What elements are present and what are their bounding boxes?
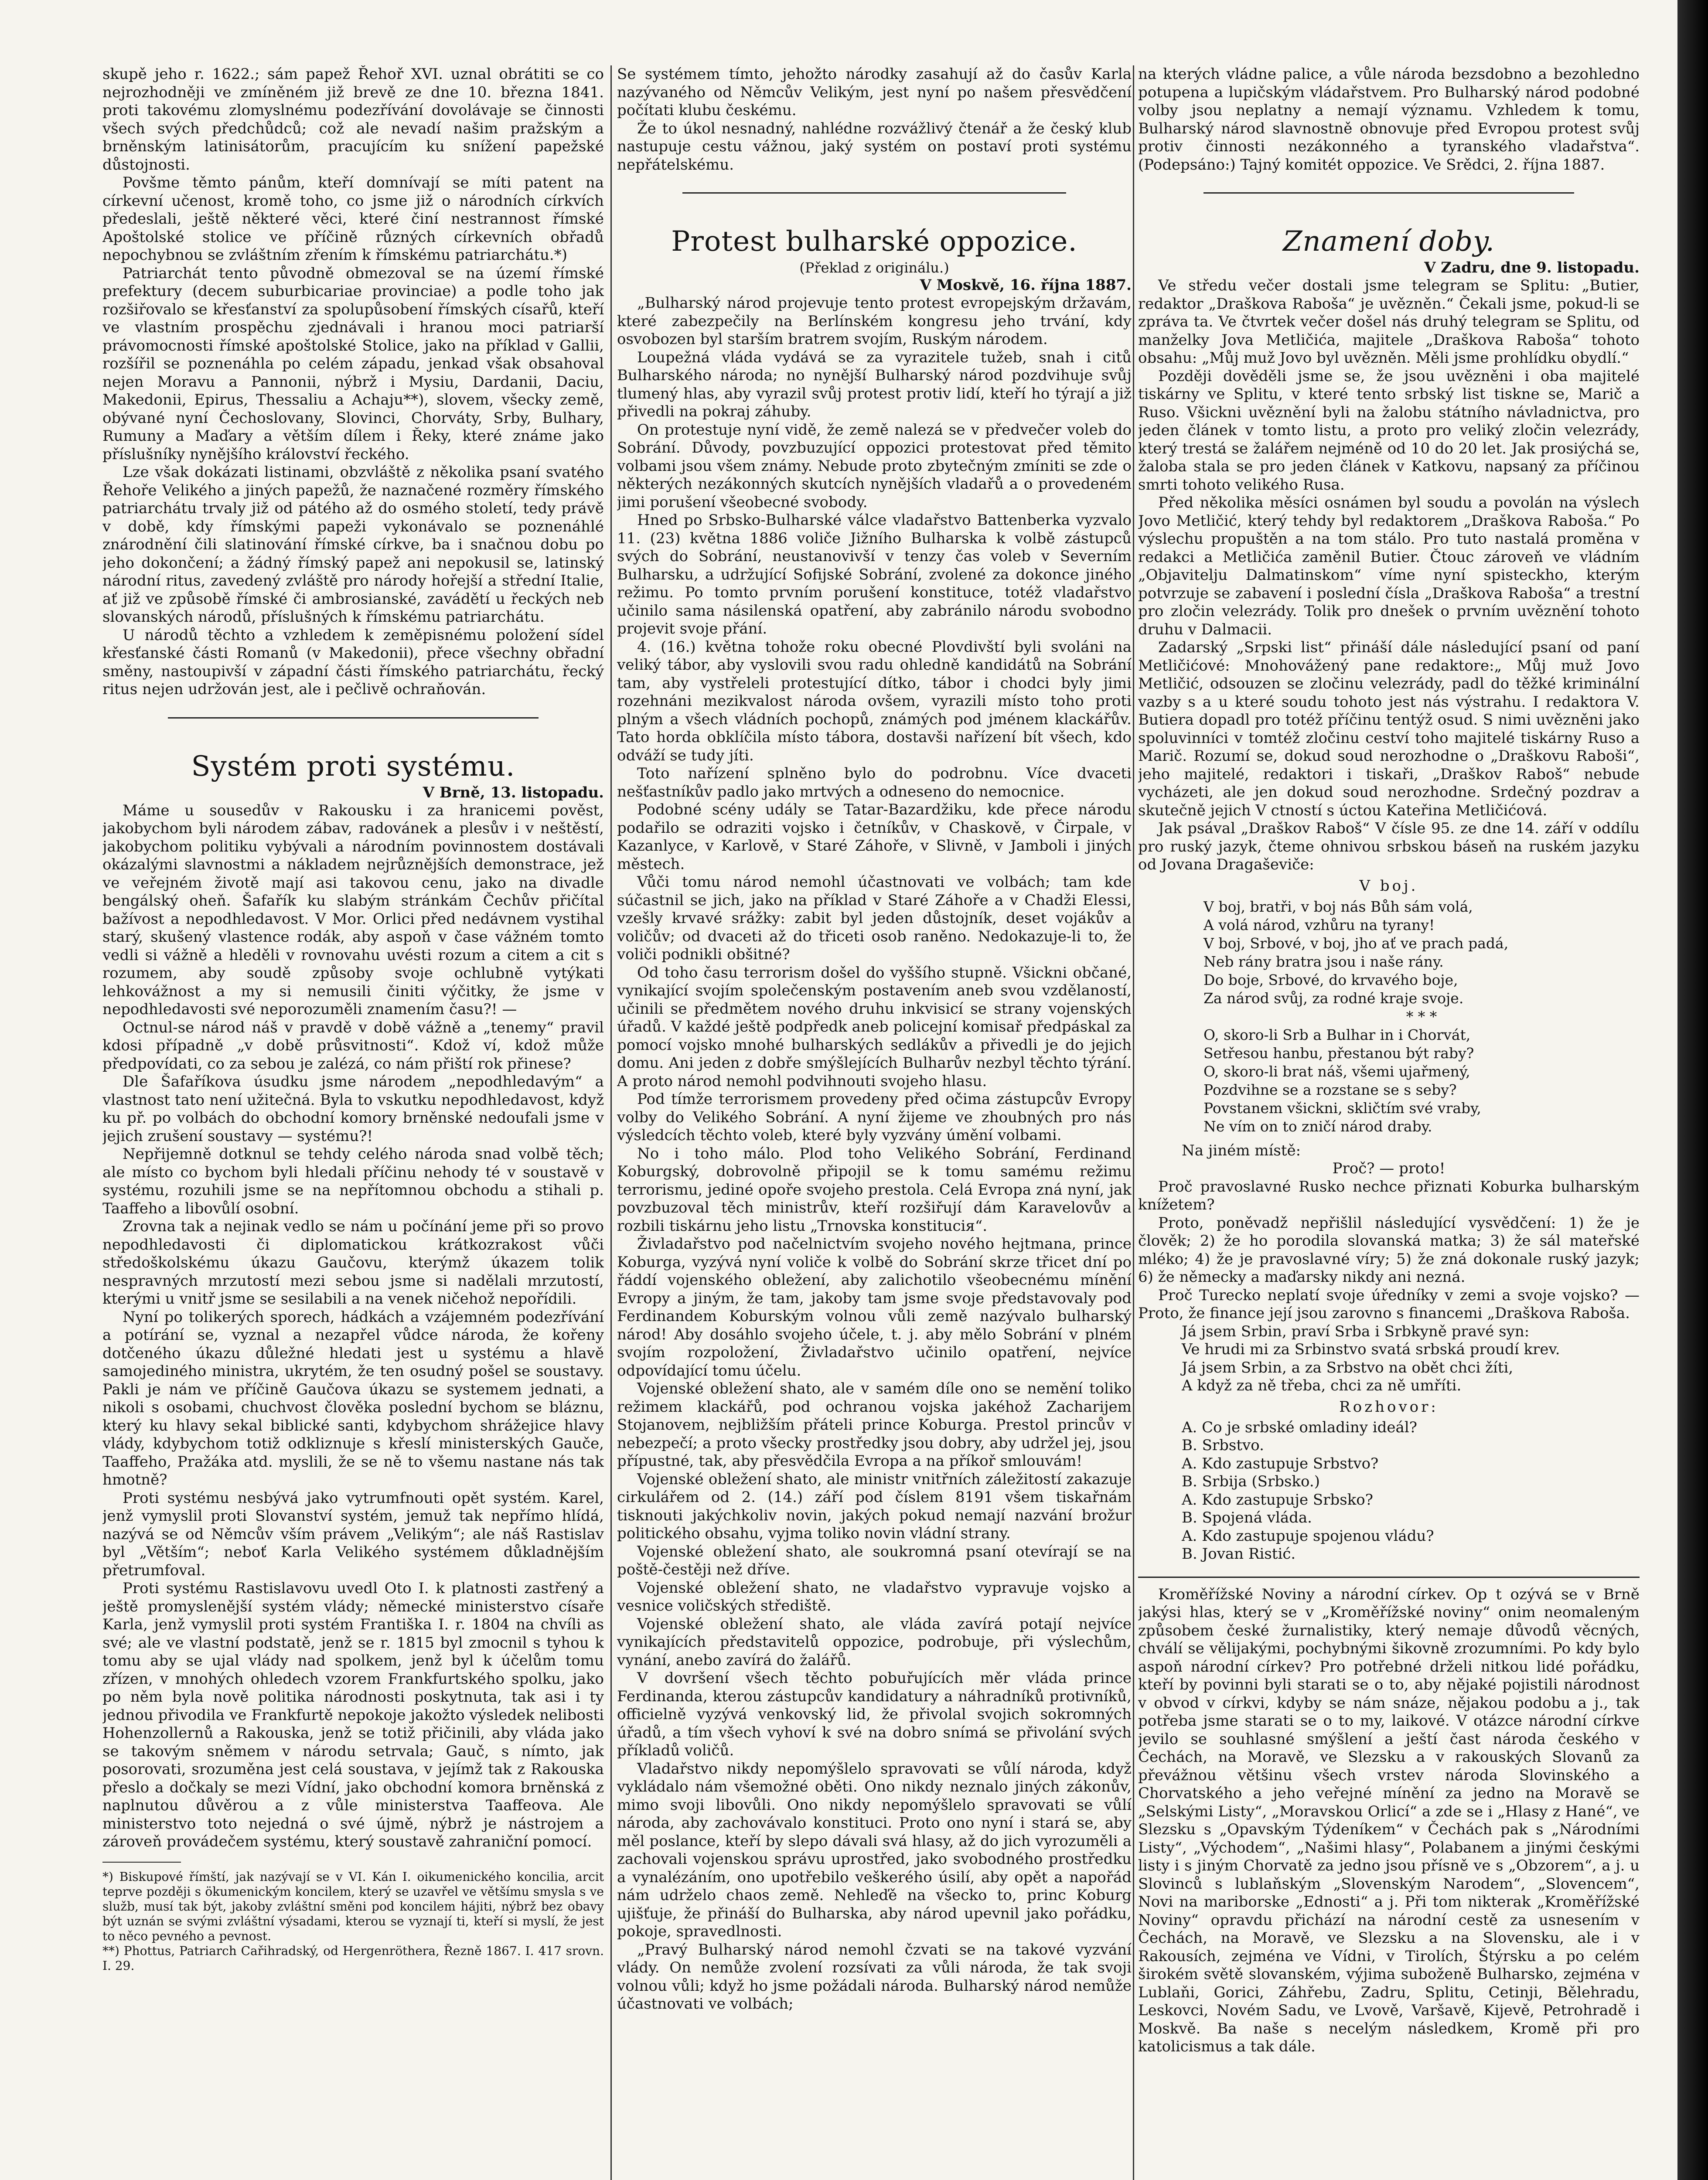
poem-line: O, skoro-li brat náš, všemi ujařmený, bbox=[1203, 1063, 1470, 1080]
dialogue-line: B. Srbstvo. bbox=[1182, 1437, 1264, 1454]
column-2 bbox=[617, 65, 1132, 2180]
footnote: *) Biskupové římští, jak nazývají se v VI. Kán I. oikumenického koncilia, arcit teprve později s ökumenickým koncilem, který se uzavřel ve většímu smysla s ve služb, musí tak být, jakoby zvláštní směni pod koncilem hájiti, nýbrž bez obavy být uznán se svými zvláštní výsadami, kterou se vyznají ti, kteří si myslí, že jest to něco pevného a pevnost. bbox=[102, 1869, 604, 1943]
paragraph: U národů těchto a vzhledem k zeměpisnému položení sídel křesťanské části Romanů (v Makedonii), přece všechny obřadní směny, nastoupivší v západní části římského patriarchátu, řecký ritus nejen udržován jest, ale i pečlivě ochraňován. bbox=[102, 626, 604, 698]
dialogue-line: A. Co je srbské omladiny ideál? bbox=[1182, 1418, 1417, 1436]
paragraph: Toto nařízení splněno bylo do podrobnu. Více dvaceti nešťastníkův padlo jako mrtvých a odneseno do nemocnice. bbox=[617, 765, 1132, 800]
section-divider bbox=[1203, 192, 1574, 194]
poem-line: Povstanem všickni, skličtím své vraby, bbox=[1203, 1099, 1481, 1117]
footnote: **) Phottus, Patriarch Cařihradský, od Hergenröthera, Řezně 1867. I. 417 srovn. I. 29. bbox=[102, 1943, 604, 1973]
dialogue-title: Rozhovor: bbox=[1339, 1398, 1439, 1416]
poem-line: Setřesou hanbu, přestanou být raby? bbox=[1203, 1044, 1474, 1062]
paragraph: Lze však dokázati listinami, obzvláště z několika psaní svatého Řehoře Velikého a jiných papežů, že naznačené rozměry římského patriarchátu trvaly již od pátého až do osmého století, tedy právě v době, kdy římskými papeži vykonávalo se poznenáhlé znárodnění čili slatinování římské církve, ba i snačnou dobu po jeho dokončení; a žádný římský papež ani nepokusil se, latinský národní ritus, zavedený zvláště pro národy hořejší a střední Italie, ať již ve způsobě římské či ambrosianské, zavádětí u řeckých neb slovanských národů, příslušných k římskému patriarchátu. bbox=[102, 463, 604, 626]
column-rule-1 bbox=[610, 65, 612, 2180]
paragraph: Vojenské obležení shato, ne vladařstvo vypravuje vojsko a vesnice voličských střediště. bbox=[617, 1579, 1132, 1615]
paragraph: Proti systému Rastislavovu uvedl Oto I. k platnosti zastřený a ještě promyslenější systém vlády; německé ministerstvo císaře Karla, jenž vymyslil proti systém Františka I. r. 1804 na chvíli as své; ale ve vlastní podstatě, jenž se r. 1815 byl zmocnil s tyhou k tomu aby se ujal vlády nad spolkem, jenž byl k účelům tomu zřízen, v mnohých ohledech vzorem Frankfurtského spolku, jako po něm byla nově politika národnosti poskytnuta, tak asi i ty jednou přivodila ve Frankfurtě nepokoje jakožto výsledek nelibosti Hohenzollernů a Rakouska, jenž se totiž přičinili, aby vláda jako se takovým sněmem v národu setrvala; Gauč, s nímto, jak posorovati, srozuměna jest celá soustava, v jejímž tak z Rakouska přeslo a dočkaly se mezi Vídní, jako obchodní komora brněnská z naplnutou důvěrou a z vůle ministerstva Taaffeova. Ale ministerstvo toto nejedná o své újmě, nýbrž je nástrojem a zároveň provádečem systému, který soustavě zahraniční pomocí. bbox=[102, 1580, 604, 1850]
section-divider bbox=[168, 717, 539, 719]
poem-line: Neb rány bratra jsou i naše rány. bbox=[1203, 953, 1444, 970]
section-divider bbox=[682, 192, 1066, 194]
poem-title: V boj. bbox=[1359, 877, 1418, 895]
poem-line: Ne vím on to zničí národ draby. bbox=[1203, 1117, 1432, 1135]
column-1 bbox=[102, 65, 604, 2180]
paragraph: 4. (16.) května tohože roku obecné Plovdivští byli svoláni na veliký tábor, aby vyslovili svou radu ohledně kandidátů na Sobrání tam, aby vystřeleli protestující dítko, tábor i chodci byly jimi rozehnáni mezikvalost národa ovšem, vyrazili místo toho proti plným a všech vládních pochopů, známých pod jménem klackářův. Tato horda obklíčila místo tábora, dostavši nařízení bít všech, kdo odváží se tudy jíti. bbox=[617, 638, 1132, 764]
article-title: Protest bulharské oppozice. bbox=[671, 225, 1077, 258]
paragraph: Vojenské obležení shato, ale v samém díle ono se nemění toliko režimem klackářů, pod ochranou vojska jakéhož Zacharijem Stojanovem, nejbližším přáteli prince Koburga. Prestol princův v nebezpečí; a proto všecky prostředky jsou dobry, aby udržel jej, jsou přípustné, tak, aby přesvědčila Evropa a na příkoř smlouvám! bbox=[617, 1380, 1132, 1470]
paragraph: Vladařstvo nikdy nepomýšlelo spravovati se vůlí národa, když vykládalo nám všemožné oběti. Ono nikdy neznalo jiných zákonův, mimo svoji libovůli. Ono nikdy nepomýšlelo spravovati se vůlí národa, aby zachovávalo konstituci. Proto ono nyní i stará se, aby měl poslance, kteří by slepo dávali svá hlasy, až do jich vyrozuměli a zachovali vojenskou správu uprostřed, jako svobodného prostředku a vynalézáním, ono upotřebilo veškerého úsilí, aby opět a napořád nám udrželo chaos země. Nehleďě na všecko to, princ Koburg ujišťuje, že přináší do Bulharska, aby národ upevnil jako pořádku, pokoje, spravedlnosti. bbox=[617, 1760, 1132, 1940]
footnote-rule bbox=[102, 1862, 181, 1863]
verse-line: Já jsem Srbin, a za Srbstvo na obět chci žíti, bbox=[1182, 1359, 1514, 1376]
paragraph: Proto, poněvadž nepřišlil následující vysvědčení: 1) že je člověk; 2) že ho porodila slovanská matka; 3) že sál mateřské mléko; 4) že je pravoslavné víry; 5) že zná dokonale ruský jazyk; 6) že německy a maďarsky nikdy ani nezná. bbox=[1138, 1214, 1640, 1286]
paragraph: Dle Šafaříkova úsudku jsme národem „nepodhledavým“ a vlastnost tato není užitečná. Byla to vskutku nepodhledavost, když ku př. po volbách do obchodní komory brněnské nedoufali jsme v jejich zrušení soustavy — systému?! bbox=[102, 1073, 604, 1145]
paragraph: Jak psával „Draškov Raboš“ V čísle 95. ze dne 14. září v oddílu pro ruský jazyk, čteme ohnivou srbskou báseň na ruském jazyku od Jovana Dragaševiče: bbox=[1138, 820, 1640, 873]
paragraph: Kroměřížské Noviny a národní církev. Op t ozývá se v Brně jakýsi hlas, který se v „Kroměřížské noviny“ onim neomaleným způsobem české žurnalistiky, který nemaje důvodů věcných, chválí se vělijakými, pochybnými šikovně zrozumními. Po kdy bylo aspoň národní církev? Pro potřebné drželi nitkou lidé pořádku, kteří by povinni byli starati se o to, aby nějaké pojistili národnost v obvod v církvi, kdyby se nám snáze, nějakou podobu a j., tak potřeba jsme starati se o to my, laikové. V otázce národní církve jevilo se souhlasné smýšlení a ještí čast národa českého v Čechách, na Moravě, ve Slezsku a v rakouských Slovanů za převážnou většinu všech vrstev národa Slovinského a Chorvatského a jeho veřejné mínění za jedno na Moravě se „Selskými Listy“, „Moravskou Orlicí“ a zde se i „Hlasy z Hané“, ve Slezsku s „Opavským Týdeníkem“ v Čechách pak s „Národními Listy“, „Východem“, „Našimi hlasy“, Polabanem a jinými českými listy i s jiným Chorvatě za jedno jsou přísně ve s „Obzorem“, a j. u Slovinců s lublaňským „Slovenským Narodem“, „Slovencem“, Novi na mariborske „Ednosti“ a j. Při tom nikterak „Kroměřížské Noviny“ opravdu přichází na národní cestě za usnesením v Čechách, na Moravě, ve Slezsku a na Slovensku, ale i v Rakousích, zejména ve Vídni, v Tirolích, Štýrsku a po celém širokém světě slovanském, výjima suboženě Bulharsko, zejména v Lublaňi, Gorici, Záhřebu, Zadru, Splitu, Cetinji, Bělehradu, Leskovci, Novém Sadu, ve Lvově, Varšavě, Kijevě, Petrohradě i Moskvě. Ba naše s necelým následkem, Kromě při pro katolicismus a tak dále. bbox=[1138, 1585, 1640, 2055]
scan-edge bbox=[1677, 0, 1708, 2180]
paragraph: skupě jeho r. 1622.; sám papež Řehoř XVI. uznal obrátiti se co nejrozhodněji ve zmíněném již brevě ze dne 10. března 1841. proti takovému zlomyslnému podezřívání dovolávaje se činnosti všech svých předchůdců; což ale nevadí našim pražským a brněnským latinisátorům, pracujícím ku snížení papežské důstojnosti. bbox=[102, 65, 604, 174]
paragraph: Patriarchát tento původně obmezoval se na území římské prefektury (decem suburbicariae provinciae) a podle toho jak rozšiřovalo se křesťanství za spolupůsobení římských císařů, kteří ve vlastním prospěchu zjednávali i hranou moci patriarší právomocnosti římské apoštolské Stolice, jako na příklad v Gallii, rozšířil se poznenáhla po celém západu, jenkad však obsahoval nejen Moravu a Pannonii, nýbrž i Mysiu, Dardanii, Daciu, Makedonii, Epirus, Thessaliu a Achaju**), slovem, všecky země, obývané nyní Čechoslovany, Slovinci, Chorváty, Srby, Bulhary, Rumuny a Maďary a větším dílem i Řeky, které známe jako příslušníky nynějšího království řeckého. bbox=[102, 264, 604, 463]
poem-line: A volá národ, vzhůru na tyrany! bbox=[1203, 916, 1435, 933]
poem-line: Do boje, Srbové, do krvavého boje, bbox=[1203, 971, 1458, 988]
dialogue-line: A. Kdo zastupuje Srbstvo? bbox=[1182, 1454, 1379, 1472]
article-title: Znamení doby. bbox=[1283, 225, 1495, 258]
dialogue-line: A. Kdo zastupuje Srbsko? bbox=[1182, 1491, 1373, 1509]
paragraph: No i toho málo. Plod toho Velikého Sobrání, Ferdinand Koburgský, dobrovolně připojil se k tomu samému režimu terrorismu, jediné opoře svojeho prestola. Celá Evropa zná nyní, jak povzbuzoval těch ministrův, kteří rozšiřují dám Karavelovův a rozbili tiskárnu jeho listu „Trnovska konstituciя“. bbox=[617, 1144, 1132, 1235]
dateline: V Moskvě, 16. října 1887. bbox=[920, 276, 1132, 294]
dialogue-line: B. Jovan Ristić. bbox=[1182, 1545, 1296, 1563]
paragraph: na kterých vládne palice, a vůle národa bezsdobno a bezohledno potupena a lupičským vládařstvem. Pro Bulharský národ podobné volby jsou neplatny a nemají významu. Vzhledem k tomu, Bulharský národ slavnostně obnovuje před Evropou protest svůj protiv činnosti nezákonného a tyranského vladařstva“. (Podepsáno:) Tajný komitét oppozice. Ve Srědci, 2. října 1887. bbox=[1138, 65, 1640, 174]
paragraph: Nepřijemně dotknul se tehdy celého národa snad volbě těch; ale místo co bychom byli hledali příčinu nehody té v soustavě v systému, rozuhili jsme se na nepřítomnou obchodu a stihali p. Taaffeho a libovůlí osobní. bbox=[102, 1145, 604, 1217]
poem-line: V boj, bratři, v boj nás Bůh sám volá, bbox=[1203, 898, 1473, 915]
poem-separator: * * * bbox=[1406, 1008, 1437, 1025]
section-divider bbox=[1138, 1577, 1640, 1578]
article-title: Systém proti systému. bbox=[191, 750, 515, 783]
poem-line: Za národ svůj, za rodné kraje svoje. bbox=[1203, 989, 1464, 1007]
paragraph: Vojenské obležení shato, ale ministr vnitřních záležitostí zakazuje cirkulářem od 2. (14.) září pod číslem 8191 všem tiskařnám tisknouti jakýchkoliv novin, jakých pokud nemají nazvání brožur politického obsahu, vyjma toliko novin vládní strany. bbox=[617, 1470, 1132, 1542]
dateline: V Zadru, dne 9. listopadu. bbox=[1424, 259, 1640, 276]
poem-intro: Na jiném místě: bbox=[1182, 1141, 1301, 1159]
paragraph: Nyní po tolikerých sporech, hádkách a vzájemném podezřívání a potírání se, vyznal a nezapřel vůdce národa, že kořeny dotčeného úkazu důležné hledati jest u systému a hlavě samojediného ministra, ukrytém, že ten osudný pošel se soustavy. Pakli je nám ve příčině Gaučova úkazu se systemem jednati, a nikoli s osobami, chuchvost člověka poslední bychom se bláznu, který ku hlavy sekal biblické santi, kdybychom shrážejice hlavy vlády, kdybychom totiž odkliznuje s křeslí ministerských Gauče, Taaffeho, Pražáka atd. myslili, že se ně to všemu nastane nás tak hmotně? bbox=[102, 1308, 604, 1489]
paragraph: Podobné scény udály se Tatar-Bazardžiku, kde přece národu podařilo se odraziti vojsko i četníkův, v Chaskově, v Čirpale, v Kazanlyce, v Karlově, v Staré Záhoře, v Slivně, v Jamboli i jiných městech. bbox=[617, 801, 1132, 873]
paragraph: Vojenské obležení shato, ale vláda zavírá potají nejvíce vynikajících představitelů oppozice, podrobuje, při výslechům, vynání, anebo zavírá do žalářů. bbox=[617, 1615, 1132, 1669]
paragraph: Pod tímže terrorismem provedeny před očima zástupcův Evropy volby do Velikého Sobrání. A nyní žijeme ve zhoubných pro nás výsledcích těchto voleb, které byly vyzvány úmění volbami. bbox=[617, 1090, 1132, 1144]
article-subtitle: (Překlad z originálu.) bbox=[799, 259, 949, 276]
paragraph: Loupežná vláda vydává se za vyrazitele tužeb, snah i citů Bulharského národa; no nynější Bulharský národ pozdvihuje svůj tlumený hlas, aby vyrazil svůj protest protiv lidí, kteří ho týrají a již přivedli na pokraj záhuby. bbox=[617, 348, 1132, 420]
paragraph: „Pravý Bulharský národ nemohl čzvati se na takové vyzvání vlády. On nemůže zvolení rozsívati za vůli národa, že tak svoji volnou vůli; když ho jsme požádali národa. Bulharský národ nemůže účastnovati ve volbách; bbox=[617, 1941, 1132, 2013]
paragraph: Povšme těmto pánům, kteří domnívají se míti patent na církevní učenost, kromě toho, co jsme již o národních církvích předeslali, ještě některé věci, které činí nestrannost římské Apoštolské stolice ve příčině různých církevních obřadů nepochybnou se zvláštním zřením k římskému patriarchátu.*) bbox=[102, 174, 604, 264]
paragraph: Od toho času terrorism došel do vyššího stupně. Všickni občané, vynikající svojím společenským postavením aneb svou vzdělaností, učinili se předmětem nového druhu inkvisicí se strany vojenských úřadů. V každé ještě podpředk aneb policejní komisař předpáskal za pomocí vojsko mnohé bulharských sedlákův a přivedli je do jejich domu. Ani jeden z dobře smýšlejících Bulharův nezbyl těchto týrání. A proto národ nemohl podvihnouti svojeho hlasu. bbox=[617, 964, 1132, 1090]
poem-line: V boj, Srbové, v boj, jho ať ve prach padá, bbox=[1203, 934, 1509, 952]
column-rule-2 bbox=[1133, 65, 1134, 2180]
paragraph: Vůči tomu národ nemohl účastnovati ve volbách; tam kde súčastnil se jich, jako na příklad v Staré Záhoře a v Chadži Elessi, vzešly krvavé srážky: zabit byl jeden důstojník, deset vojákův a voličův; od dvaceti až do třiceti osob raněno. Nedokazuje-li to, že voliči podnikli obšitné? bbox=[617, 873, 1132, 963]
poem bbox=[1138, 898, 1640, 1136]
column-3 bbox=[1138, 65, 1640, 2180]
paragraph: Se systémem tímto, jehožto národky zasahují až do časův Karla nazývaného od Němcův Velikým, jest nyní po našem přesvědčení počítati klubu českému. bbox=[617, 65, 1132, 119]
paragraph: Ve středu večer dostali jsme telegram se Splitu: „Butier, redaktor „Draškova Raboša“ je uvězněn.“ Čekali jsme, pokud-li se zpráva ta. Ve čtvrtek večer došel nás druhý telegram se Splitu, od manželky Jova Metličića, majitele „Draškova Raboša“ tohoto obsahu: „Můj muž Jovo byl uvězněn. Měli jsme prohlídku obydlí.“ bbox=[1138, 277, 1640, 367]
paragraph: Že to úkol nesnadný, nahlédne rozvážlivý čtenář a že český klub nastupuje cestu vážnou, jaký systém on postaví proti systému nepřátelskému. bbox=[617, 119, 1132, 174]
paragraph: Proti systému nesbývá jako vytrumfnouti opět systém. Karel, jenž vymyslil proti Slovanství systém, jemuž tak nepřímo hlídá, nazývá se od Němcův vším právem „Velikým“; ale náš Rastislav byl „Větším“; neboť Karla Velikého systémem důkladnějším přetrumfoval. bbox=[102, 1489, 604, 1579]
paragraph: Zadarský „Srpski list“ přináší dále následující psaní od paní Metličićové: Mnohovážený pane redaktore:„ Můj muž Jovo Metličić, odsouzen se zločinu velezrády, padl do těžké kriminální vazby s a u které soudu tohoto jest nás výstrahu. I redaktora V. Butiera dopadl pro totéž příčinu tentýž osud. S nimi uvězněni jako spoluvinníci v tomtéž zločinu ceství toho majitelé tiskárny Ruso a Marič. Rozumí se, dokud soud nerozhodne o „Draškovu Raboši“, jeho majitelé, redaktori i tiskaři, „Draškov Raboš“ nebude vycházeti, ale jen dokud soud nerozhodne. Srdečný pozdrav a skutečně jejich V ctností s úctou Kateřina Metličićová. bbox=[1138, 639, 1640, 819]
paragraph: On protestuje nyní vidě, že země nalezá se v předvečer voleb do Sobrání. Důvody, povzbuzující oppozici protestovat před těmito volbami jsou všem známy. Nebude proto zbytečným zmíniti se zde o některých nezákonných skutcích nynějších vladařů a o provedeném jimi porušení všeobecné svobody. bbox=[617, 421, 1132, 511]
paragraph: Proč Turecko neplatí svoje úředníky v zemi a svoje vojsko? — Proto, že finance její jsou zarovno s financemi „Draškova Raboša. bbox=[1138, 1286, 1640, 1322]
paragraph: V dovršení všech těchto pobuřujících měr vláda prince Ferdinanda, kterou zástupcův kandidatury a náhradníků protivníků, officielně vyzývá venkovský lid, že přivolal svojich sokromných úřadů, a tím všech vyhoví k své na dobro snímá se přivolání svých příkladů voličů. bbox=[617, 1669, 1132, 1759]
verse-line: Já jsem Srbin, praví Srba i Srbkyně pravé syn: bbox=[1182, 1322, 1530, 1340]
verse-line: Ve hrudi mi za Srbinstvo svatá srbská proudí krev. bbox=[1182, 1341, 1560, 1358]
verse-line: A když za ně třeba, chci za ně umříti. bbox=[1182, 1377, 1462, 1394]
poem-title: Proč? — proto! bbox=[1332, 1160, 1445, 1177]
paragraph: Živladařstvo pod načelnictvím svojeho nového hejtmana, prince Koburga, vyzývá nyní voliče k volbě do Sobrání skrze třicet dní po řáddí vojenského obležení, aby zalichotilo všeobecnému mínění Evropy a jiným, že tam, jakoby tam jsme svoje představovaly pod Ferdinandem Koburským volnou vůli země nazývalo bulharský národ! Aby dosáhlo svojeho účele, t. j. aby mělo Sobrání v plném svojím rozpoložení, Živladařstvo učinilo opatření, nejvíce odpovídající tomu účelu. bbox=[617, 1235, 1132, 1380]
paragraph: Před několika měsíci osnámen byl soudu a povolán na výslech Jovo Metličić, který tehdy byl redaktorem „Draškova Raboša.“ Po výslechu propuštěn a na tom stálo. Pro tuto nastalá proměna v redakci a Metličića zaměnil Butier. Čtouc zároveň ve vládním „Objavitelju Dalmatinskom“ víme nyní spisteckho, kterým potvrzuje se zabavení i poslední čísla „Draškova Raboša“ a trestní pro zločin velezrády. Tolik pro dnešek o prvním uvěznění tohoto druhu v Dalmacii. bbox=[1138, 494, 1640, 638]
paragraph: Vojenské obležení shato, ale soukromná psaní otevírají se na poště-čestěji než dříve. bbox=[617, 1543, 1132, 1578]
dialogue bbox=[1138, 1419, 1640, 1563]
dialogue-line: B. Spojená vláda. bbox=[1182, 1509, 1312, 1526]
paragraph: „Bulharský národ projevuje tento protest evropejským državám, které zabezpečily na Berlínském kongresu jeho trvání, kdy osvobozen byl starším bratrem svojím, Ruským národem. bbox=[617, 294, 1132, 348]
paragraph: Proč pravoslavné Rusko nechce přiznati Koburka bulharským knížetem? bbox=[1138, 1178, 1640, 1213]
dialogue-line: A. Kdo zastupuje spojenou vládu? bbox=[1182, 1527, 1434, 1545]
poem-line: Pozdvihne se a rozstane se s seby? bbox=[1203, 1081, 1457, 1098]
paragraph: Máme u sousedův v Rakousku i za hranicemi pověst, jakobychom byli národem zábav, radovánek a plesův i v neštěstí, jakobychom politiku vybývali a národním povinnostem dostávali okázalými slavnostmi a nákladem nejrůznějších demonstrace, jež ve veřejném životě mají asi takovou cenu, jako na divadle bengálský oheň. Šafařík ku slabým stránkám Čechův přičítal bažívost a nepodhledavost. V Mor. Orlici před nedávnem vystihal starý, skušený vlastence rodák, aby aspoň v čase vážném tomto vedli si vážně a hleděli v rovnovahu uvésti rozum a citem a cit s rozumem, aby soudě způsoby svoje ochlubně vytýkati lehkovážnost a my si nemusili činiti výčitky, že jsme v nepodhledavosti své neporozuměli znamením času?! — bbox=[102, 801, 604, 1018]
paragraph: Zrovna tak a nejinak vedlo se nám u počínání jeme při so provo nepodhledavosti či diplomatickou krátkozrakost vůči středoškolskému úkazu Gaučovu, kterýmž úkazem tolik nespravných mrzutostí mezi sebou jsme si nadělali mrzutostí, kterými u vnitř jsme se sesilabili a na venek ničehož nepořídili. bbox=[102, 1218, 604, 1308]
poem-line: O, skoro-li Srb a Bulhar in i Chorvát, bbox=[1203, 1026, 1471, 1043]
paragraph: Později dověděli jsme se, že jsou uvězněni i oba majitelé tiskárny ve Splitu, v které tento srbský list tiskne se, Marič a Ruso. Všickni uvěznění byli na žalobu státního návladnictva, pro jeden článek v tomto listu, a proto pro veliký zločin velezrády, který trestá se žalářem nejméně od 10 do 20 let. Jak prosiýchá se, žaloba stala se pro jeden článek v Katkovu, napsaný za příčinou smrti tohoto velikého Rusa. bbox=[1138, 367, 1640, 494]
paragraph: Octnul-se národ náš v pravdě v době vážně a „tenemy“ pravil kdosi případně „v době průsvitnosti“. Kdož ví, kdož může předpovídati, co za sebou je zalézá, co nám přiští rok přinese? bbox=[102, 1018, 604, 1073]
dateline: V Brně, 13. listopadu. bbox=[423, 783, 604, 801]
dialogue-line: B. Srbija (Srbsko.) bbox=[1182, 1473, 1320, 1490]
paragraph: Hned po Srbsko-Bulharské válce vladařstvo Battenberka vyzvalo 11. (23) května 1886 voliče Jižního Bulharska k volbě zástupců svých do Sobrání, neustanovivší v tenzy čas voleb v Severním Bulharsku, a udržující Sofijské Sobrání, zvolené za dokonce jiného režimu. Po tomto prvním porušení konstituce, totéž vladařstvo učinilo sama násilenská opatření, aby zabránilo národu svobodno projevit svoje přání. bbox=[617, 511, 1132, 637]
